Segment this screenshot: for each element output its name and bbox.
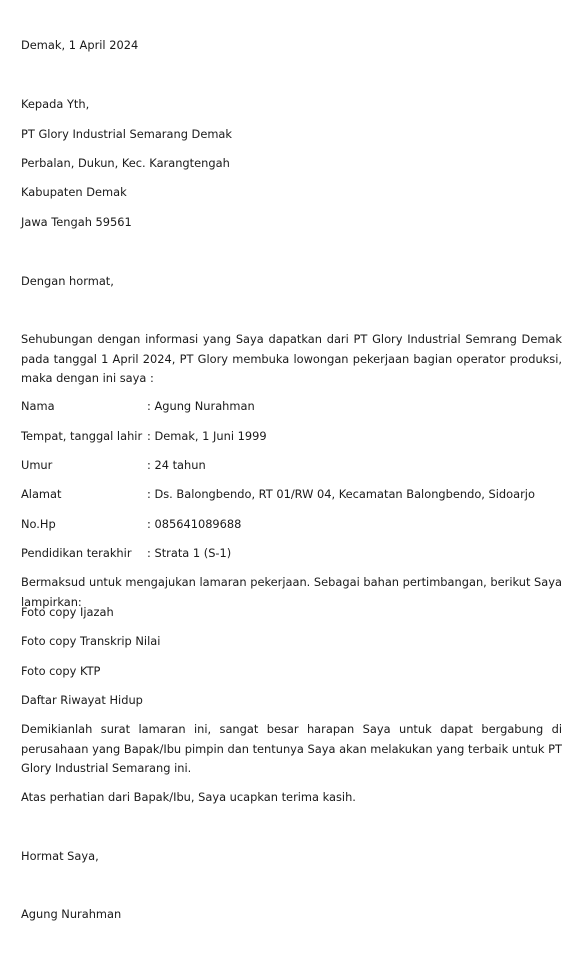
signature-name: Agung Nurahman: [21, 907, 122, 921]
thanks-line: Atas perhatian dari Bapak/Ibu, Saya ucapkan terima kasih.: [21, 790, 356, 804]
applicant-label: Alamat: [21, 487, 62, 501]
applicant-value: : Strata 1 (S-1): [147, 546, 232, 560]
sign-off: Hormat Saya,: [21, 849, 99, 863]
recipient-company: PT Glory Industrial Semarang Demak: [21, 127, 232, 141]
applicant-value: : 24 tahun: [147, 458, 206, 472]
closing-paragraph: Demikianlah surat lamaran ini, sangat besar harapan Saya untuk dapat bergabung di perusahaan yang Bapak/Ibu pimpin dan tentunya Saya akan melakukan yang terbaik untuk PT Glory Industrial Semarang ini.: [21, 722, 562, 775]
applicant-value: : Ds. Balongbendo, RT 01/RW 04, Kecamatan Balongbendo, Sidoarjo: [147, 487, 535, 501]
applicant-value: : Agung Nurahman: [147, 399, 255, 413]
applicant-label: No.Hp: [21, 517, 56, 531]
recipient-address-line2: Kabupaten Demak: [21, 185, 127, 199]
attachment-item: Foto copy Ijazah: [21, 605, 114, 619]
applicant-value: : Demak, 1 Juni 1999: [147, 429, 267, 443]
purpose-paragraph: Bermaksud untuk mengajukan lamaran pekerjaan. Sebagai bahan pertimbangan, berikut Saya lampirkan:: [21, 575, 562, 609]
recipient-address-line1: Perbalan, Dukun, Kec. Karangtengah: [21, 156, 230, 170]
intro-paragraph: Sehubungan dengan informasi yang Saya dapatkan dari PT Glory Industrial Semrang Demak pada tanggal 1 April 2024, PT Glory membuka lowongan pekerjaan bagian operator produksi, maka dengan ini saya :: [21, 332, 562, 385]
recipient-greeting: Kepada Yth,: [21, 97, 90, 111]
salutation: Dengan hormat,: [21, 274, 114, 288]
applicant-label: Umur: [21, 458, 53, 472]
recipient-address-line3: Jawa Tengah 59561: [21, 215, 132, 229]
attachment-item: Daftar Riwayat Hidup: [21, 693, 143, 707]
applicant-label: Pendidikan terakhir: [21, 546, 132, 560]
attachment-item: Foto copy KTP: [21, 664, 101, 678]
attachment-item: Foto copy Transkrip Nilai: [21, 634, 161, 648]
place-date: Demak, 1 April 2024: [21, 38, 139, 52]
applicant-label: Tempat, tanggal lahir: [21, 429, 143, 443]
applicant-value: : 085641089688: [147, 517, 242, 531]
applicant-label: Nama: [21, 399, 55, 413]
